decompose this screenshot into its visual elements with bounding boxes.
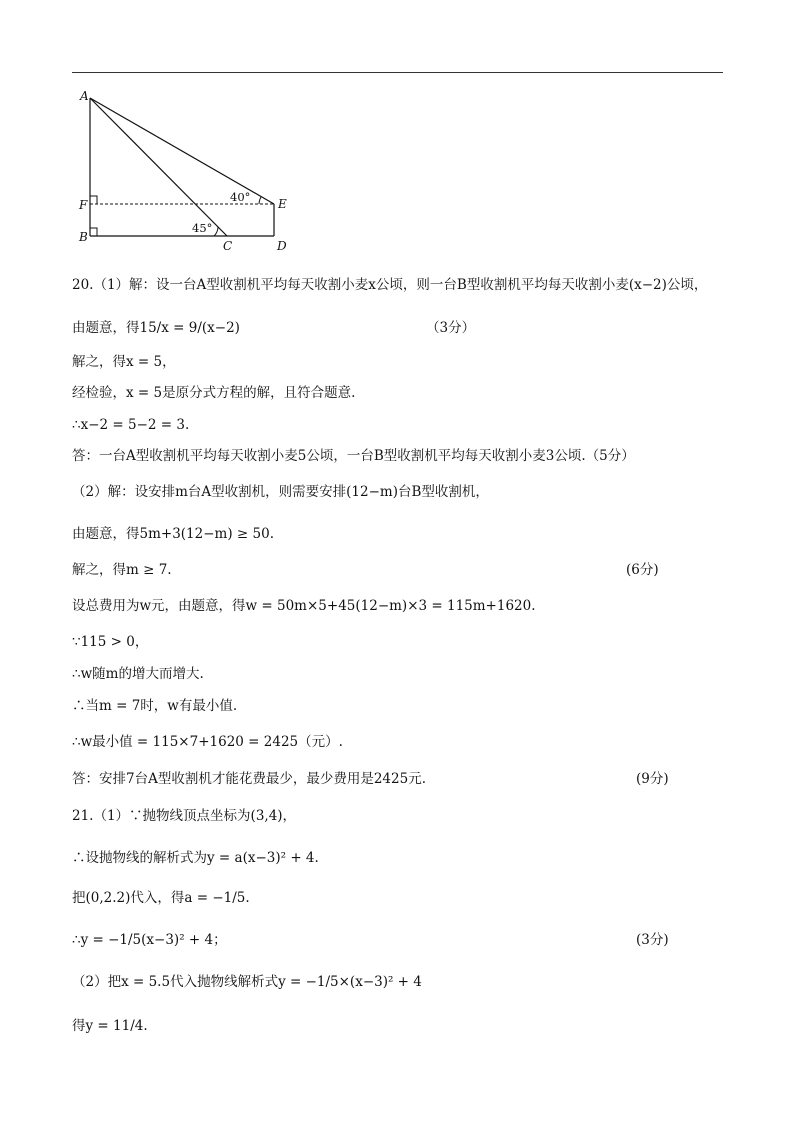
solution-line-17: ∴设抛物线的解析式为y = a(x−3)² + 4. bbox=[72, 850, 319, 866]
label-C: C bbox=[223, 239, 233, 253]
angle-arc-E bbox=[259, 197, 261, 204]
score-marker-2: (6分) bbox=[626, 562, 659, 578]
right-angle-B bbox=[90, 228, 97, 236]
label-D: D bbox=[277, 239, 287, 253]
label-E: E bbox=[278, 197, 287, 211]
score-marker-1: （3分） bbox=[426, 320, 476, 336]
segment-AE bbox=[90, 98, 274, 204]
header-rule bbox=[72, 72, 723, 73]
solution-line-2: 由题意，得15/x = 9/(x−2) bbox=[72, 320, 240, 336]
solution-line-12: ∴w随m的增大而增大. bbox=[72, 666, 204, 682]
angle-arc-C bbox=[214, 227, 218, 236]
label-B: B bbox=[79, 230, 88, 244]
solution-line-11: ∵115 > 0， bbox=[72, 634, 149, 650]
solution-line-15: 答：安排7台A型收割机才能花费最少，最少费用是2425元. bbox=[72, 771, 426, 787]
solution-line-19: ∴y = −1/5(x−3)² + 4； bbox=[72, 932, 227, 948]
solution-line-5: ∴x−2 = 5−2 = 3. bbox=[72, 417, 190, 433]
solution-line-20: （2）把x = 5.5代入抛物线解析式y = −1/5×(x−3)² + 4 bbox=[72, 974, 422, 990]
geometry-figure bbox=[72, 86, 302, 256]
triangle-diagram bbox=[72, 86, 302, 256]
angle-label-C: 45° bbox=[192, 221, 213, 235]
segment-AC bbox=[90, 98, 227, 236]
solution-line-13: ∴当m = 7时，w有最小值. bbox=[72, 698, 238, 714]
score-marker-3: (9分) bbox=[636, 771, 669, 787]
solution-line-14: ∴w最小值 = 115×7+1620 = 2425（元）. bbox=[72, 734, 343, 750]
score-marker-4: (3分) bbox=[636, 932, 669, 948]
angle-label-E: 40° bbox=[230, 190, 251, 204]
label-F: F bbox=[79, 198, 88, 212]
solution-line-1: 20.（1）解：设一台A型收割机平均每天收割小麦x公顷，则一台B型收割机平均每天收割小麦(x−2)公顷， bbox=[72, 277, 708, 293]
solution-line-9: 解之，得m ≥ 7. bbox=[72, 562, 172, 578]
solution-line-10: 设总费用为w元，由题意，得w = 50m×5+45(12−m)×3 = 115m+1620. bbox=[72, 598, 536, 614]
solution-line-16: 21.（1）∵抛物线顶点坐标为(3,4)， bbox=[72, 808, 297, 824]
label-A: A bbox=[80, 89, 89, 103]
solution-line-6: 答：一台A型收割机平均每天收割小麦5公顷，一台B型收割机平均每天收割小麦3公顷.（5分） bbox=[72, 448, 635, 464]
solution-line-3: 解之，得x = 5， bbox=[72, 354, 176, 370]
right-angle-F bbox=[90, 196, 97, 204]
solution-line-7: （2）解：设安排m台A型收割机，则需要安排(12−m)台B型收割机， bbox=[72, 484, 489, 500]
solution-line-21: 得y = 11/4. bbox=[72, 1018, 148, 1034]
solution-line-18: 把(0,2.2)代入，得a = −1/5. bbox=[72, 890, 250, 906]
solution-line-4: 经检验，x = 5是原分式方程的解，且符合题意. bbox=[72, 385, 356, 401]
solution-line-8: 由题意，得5m+3(12−m) ≥ 50. bbox=[72, 526, 274, 542]
